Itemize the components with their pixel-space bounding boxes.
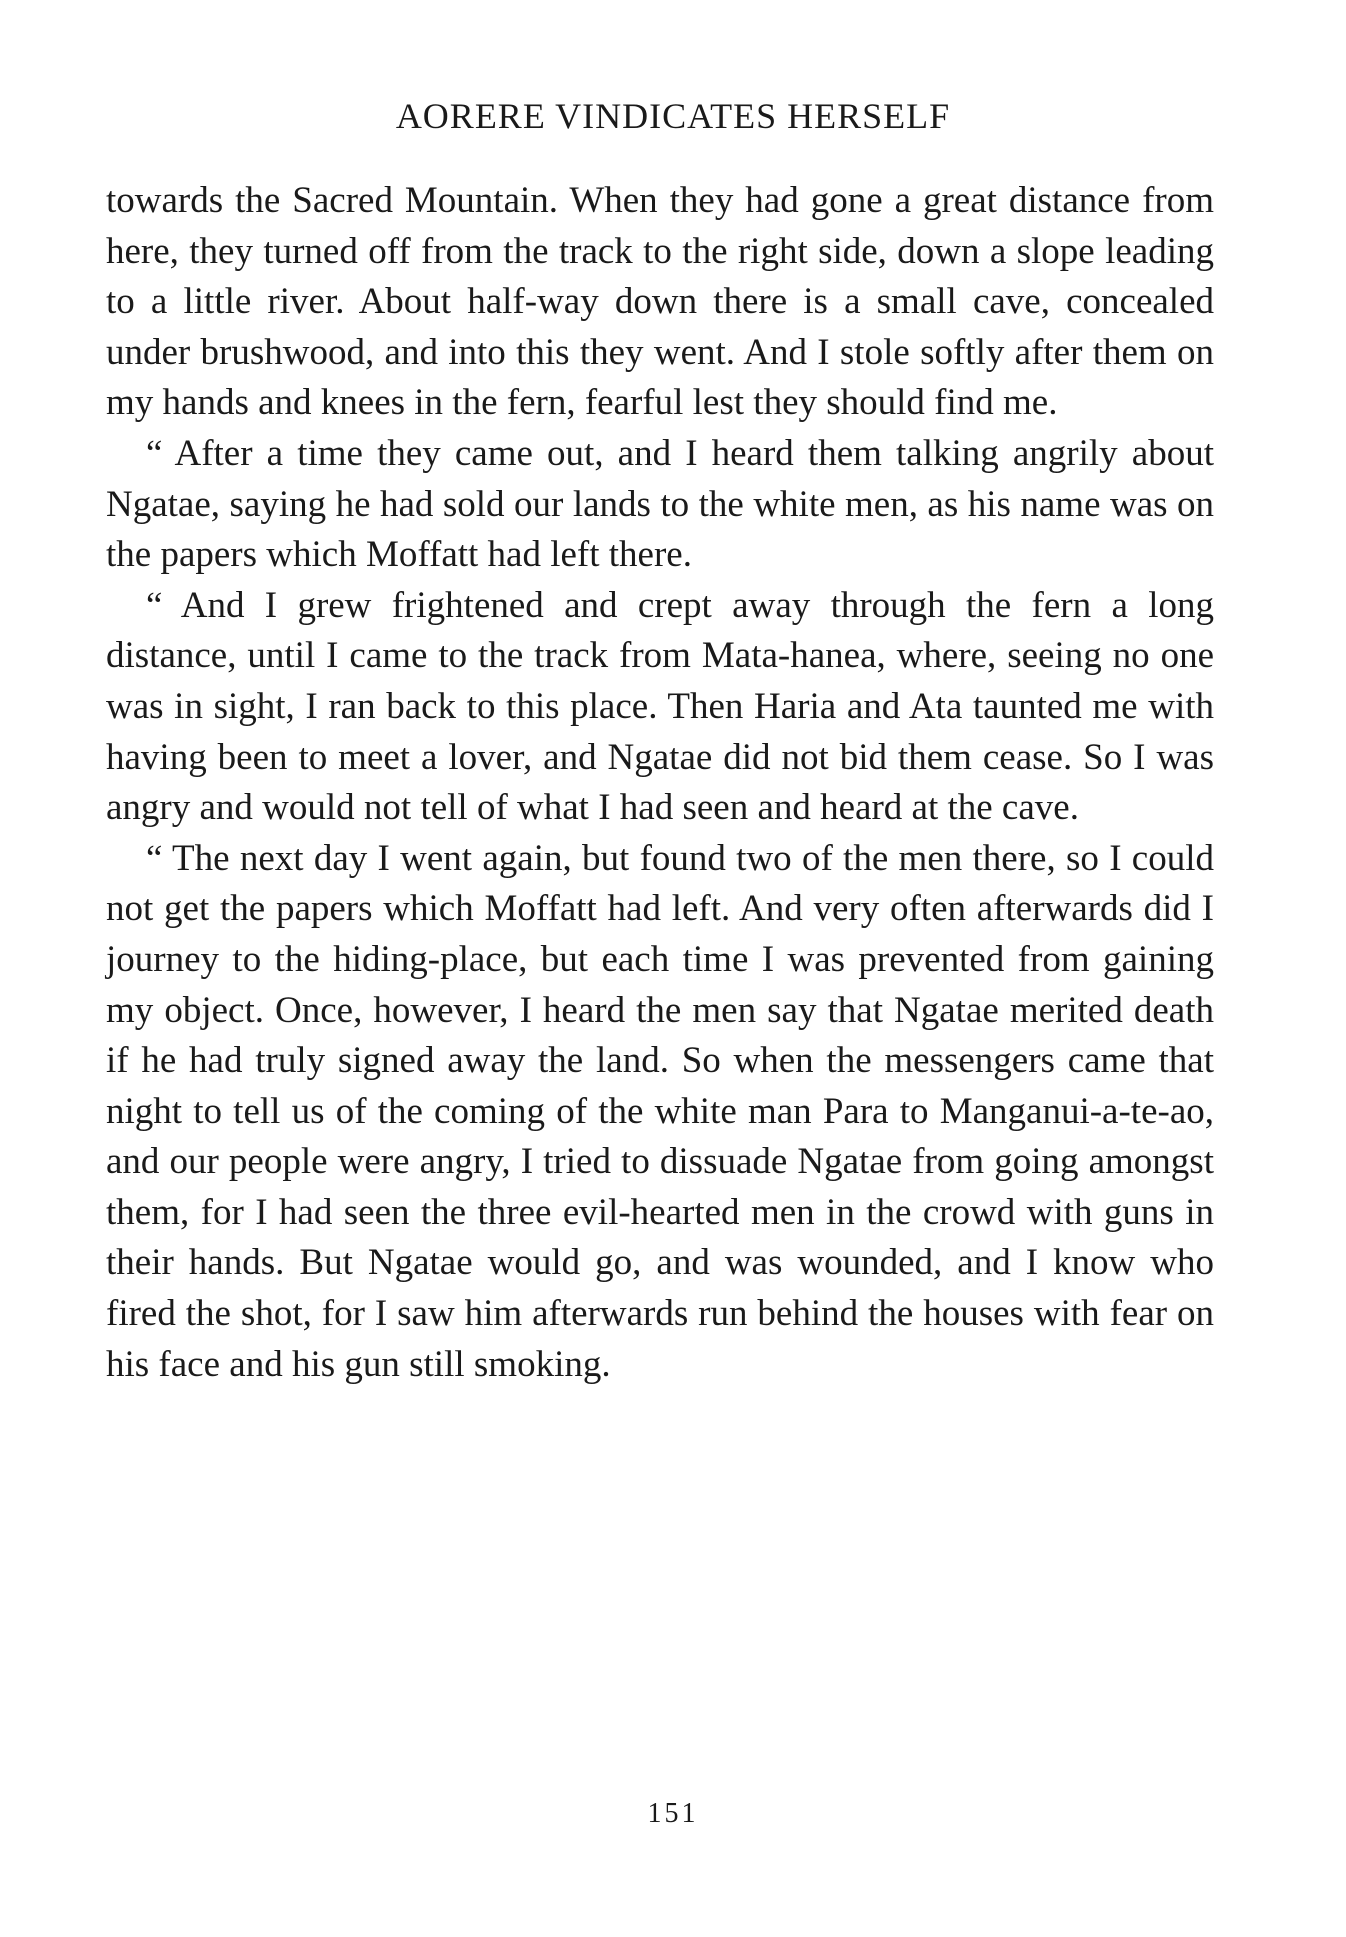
paragraph-continued: towards the Sacred Mountain. When they had gone a great distance from here, they turned off from the track to the right side, down a slope leading to a little river. About half-way down there is a small cave, concealed under brushwood, and into this they went. And I stole softly after them on my hands and knees in the fern, fearful lest they should find me.: [106, 180, 1214, 424]
running-head: AORERE VINDICATES HERSELF: [395, 96, 951, 136]
paragraph: “ And I grew frightened and crept away through the fern a long distance, until I came to the track from Mata-hanea, where, seeing no one was in sight, I ran back to this place. Then Haria and Ata taunted me with having been to meet a lover, and Ngatae did not bid them cease. So I was angry and would not tell of what I had seen and heard at the cave.: [106, 584, 1214, 829]
page-number: 151: [647, 1798, 699, 1829]
paragraph: “ The next day I went again, but found two of the men there, so I could not get the papers which Moffatt had left. And very often afterwards did I journey to the hiding-place, but each time I was prevented from gaining my object. Once, however, I heard the men say that Ngatae merited death if he had truly signed away the land. So when the messengers came that night to tell us of the coming of the white man Para to Manganui-a-te-ao, and our people were angry, I tried to dissuade Ngatae from going amongst them, for I had seen the three evil-hearted men in the crowd with guns in their hands. But Ngatae would go, and was wounded, and I know who fired the shot, for I saw him afterwards run behind the houses with fear on his face and his gun still smoking.: [106, 837, 1214, 1385]
body-text: [106, 176, 1214, 1390]
paragraph: “ After a time they came out, and I heard them talking angrily about Ngatae, saying he had sold our lands to the white men, as his name was on the papers which Moffatt had left there.: [106, 432, 1214, 576]
